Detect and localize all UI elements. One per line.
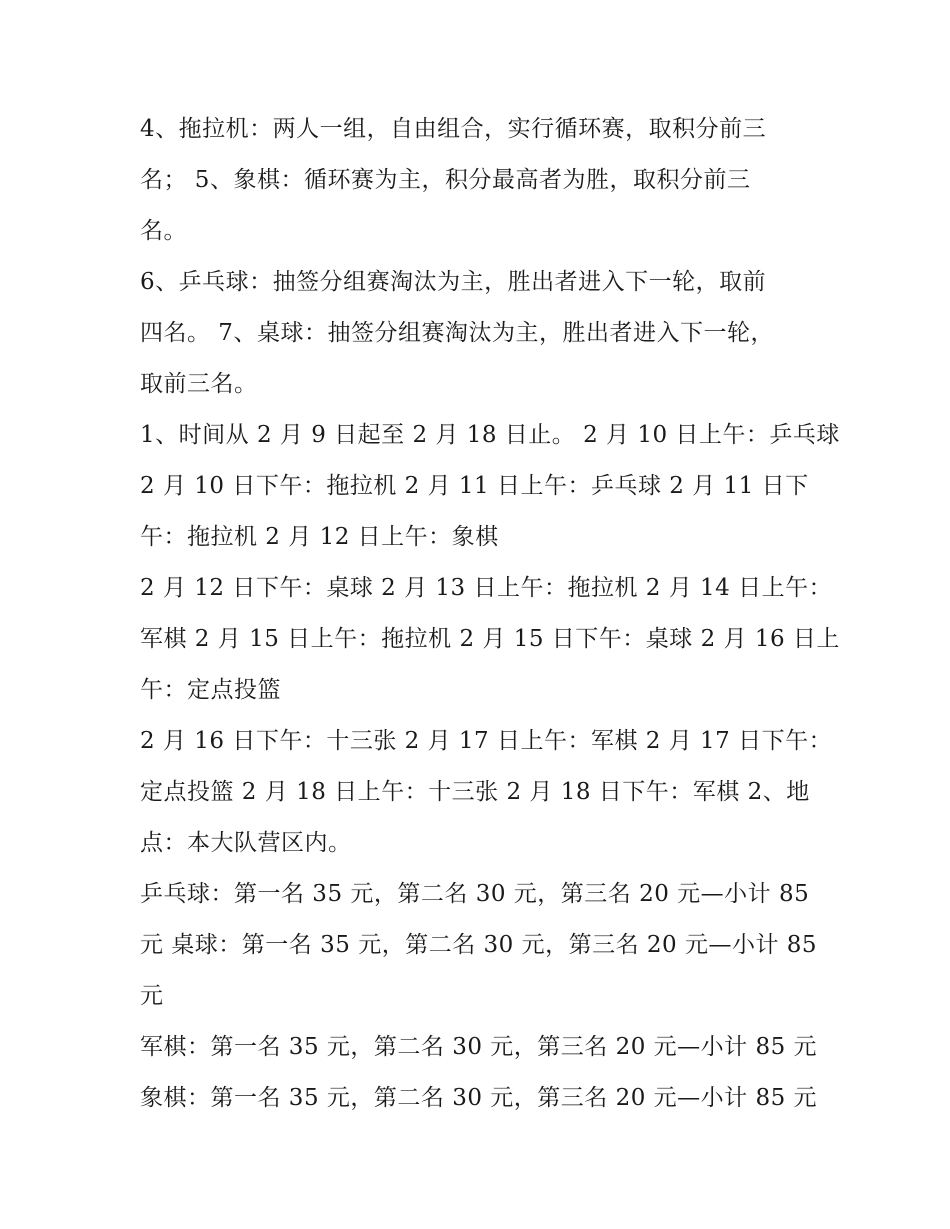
text-line: 2 月 12 日下午：桌球 2 月 13 日上午：拖拉机 2 月 14 日上午： [140, 575, 833, 601]
document-body [140, 104, 840, 1124]
paragraph-schedule-2 [140, 563, 840, 716]
text-line: 点：本大队营区内。 [140, 830, 352, 856]
text-line: 元 [140, 983, 164, 1009]
text-line: 名。 [140, 218, 187, 244]
text-line: 军棋：第一名 35 元，第二名 30 元，第三名 20 元—小计 85 元 [140, 1034, 818, 1060]
text-line: 午：拖拉机 2 月 12 日上午：象棋 [140, 524, 499, 550]
text-line: 四名。 7、桌球：抽签分组赛淘汰为主，胜出者进入下一轮， [140, 320, 774, 346]
text-line: 象棋：第一名 35 元，第二名 30 元，第三名 20 元—小计 85 元 [140, 1085, 818, 1111]
text-line: 2 月 10 日下午：拖拉机 2 月 11 日上午：乒乓球 2 月 11 日下 [140, 473, 809, 499]
text-line: 取前三名。 [140, 371, 258, 397]
paragraph-schedule-3-location [140, 716, 833, 869]
text-line: 元 桌球：第一名 35 元，第二名 30 元，第三名 20 元—小计 85 [140, 932, 818, 958]
text-line: 4、拖拉机：两人一组，自由组合，实行循环赛，取积分前三 [140, 116, 767, 142]
text-line: 1、时间从 2 月 9 日起至 2 月 18 日止。 2 月 10 日上午：乒乓球 [140, 422, 840, 448]
paragraph-prizes-pingpong-billiards [140, 869, 818, 1022]
paragraph-pingpong-billiards [140, 257, 810, 410]
text-line: 6、乒乓球：抽签分组赛淘汰为主，胜出者进入下一轮，取前 [140, 269, 767, 295]
paragraph-schedule-1 [140, 410, 840, 563]
text-line: 2 月 16 日下午：十三张 2 月 17 日上午：军棋 2 月 17 日下午： [140, 728, 833, 754]
text-line: 军棋 2 月 15 日上午：拖拉机 2 月 15 日下午：桌球 2 月 16 日上 [140, 626, 840, 652]
paragraph-prizes-junqi-xiangqi [140, 1022, 818, 1124]
text-line: 午：定点投篮 [140, 677, 281, 703]
paragraph-tuolaji-xiangqi [140, 104, 810, 257]
text-line: 乒乓球：第一名 35 元，第二名 30 元，第三名 20 元—小计 85 [140, 881, 810, 907]
text-line: 定点投篮 2 月 18 日上午：十三张 2 月 18 日下午：军棋 2、地 [140, 779, 810, 805]
text-line: 名； 5、象棋：循环赛为主，积分最高者为胜，取积分前三 [140, 167, 751, 193]
